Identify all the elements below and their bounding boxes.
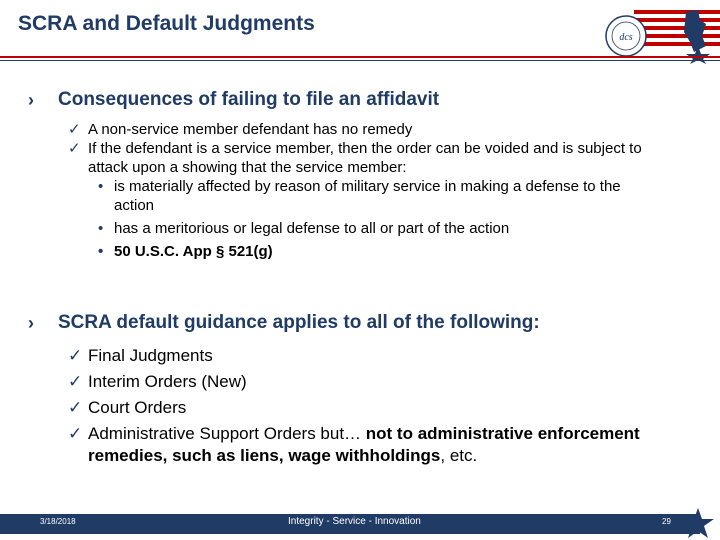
footer-tagline: Integrity - Service - Innovation bbox=[288, 516, 421, 527]
list-item: ✓ If the defendant is a service member, then the order can be voided and is subject to attack upon a showing that the service member: bbox=[68, 140, 642, 176]
title-rule-secondary bbox=[0, 60, 720, 61]
chevron-right-icon: › bbox=[28, 312, 34, 333]
check-icon: ✓ bbox=[68, 424, 83, 443]
slide-title: SCRA and Default Judgments bbox=[18, 12, 315, 35]
section-guidance bbox=[28, 312, 708, 467]
list-item: ✓ Final Judgments bbox=[88, 343, 708, 369]
footer-date: 3/18/2018 bbox=[40, 517, 76, 526]
chevron-right-icon: › bbox=[28, 89, 34, 110]
bullet-icon: • bbox=[98, 178, 104, 195]
bullet-icon: • bbox=[98, 220, 104, 237]
check-icon: ✓ bbox=[68, 346, 83, 365]
page-number: 29 bbox=[662, 517, 671, 526]
star-icon bbox=[680, 506, 716, 540]
list-item: ✓ A non-service member defendant has no remedy bbox=[68, 121, 413, 138]
bullet-icon: • bbox=[98, 243, 104, 260]
list-item: ✓ Administrative Support Orders but… not to administrative enforcement remedies, such as liens, wage withholdings, etc. bbox=[68, 424, 640, 465]
title-rule bbox=[0, 56, 720, 58]
sub-list-item: • is materially affected by reason of military service in making a defense to the action bbox=[98, 178, 621, 214]
sub-list-item: • has a meritorious or legal defense to all or part of the action bbox=[98, 220, 510, 237]
section-heading-row bbox=[28, 89, 708, 111]
check-icon: ✓ bbox=[68, 398, 83, 417]
section-heading: Consequences of failing to file an affidavit bbox=[58, 89, 440, 110]
check-icon: ✓ bbox=[68, 121, 81, 138]
list-item: ✓ Interim Orders (New) bbox=[88, 369, 708, 395]
section-heading: SCRA default guidance applies to all of the following: bbox=[58, 312, 540, 333]
sub-list-item: • 50 U.S.C. App § 521(g) bbox=[98, 243, 273, 260]
section-consequences bbox=[28, 89, 708, 261]
svg-text:dcs: dcs bbox=[619, 32, 633, 43]
check-icon: ✓ bbox=[68, 372, 83, 391]
list-item: ✓ Court Orders bbox=[88, 395, 708, 421]
star-icon bbox=[686, 46, 710, 64]
check-icon: ✓ bbox=[68, 140, 81, 157]
flag-stripes-icon bbox=[634, 10, 720, 46]
agency-logo bbox=[594, 2, 720, 64]
section-heading-row bbox=[28, 312, 708, 334]
